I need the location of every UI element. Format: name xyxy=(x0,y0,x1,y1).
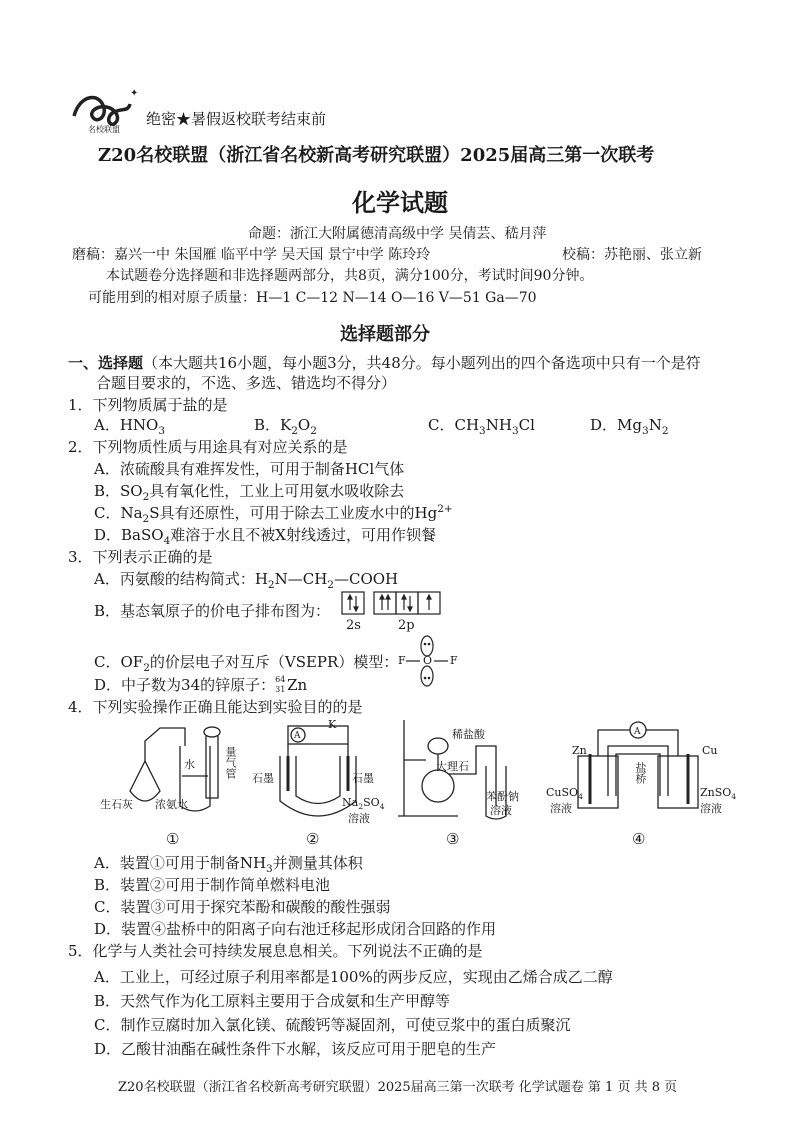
apparatus-3 xyxy=(398,716,528,846)
orbital-diagram xyxy=(340,590,448,638)
q5-option-d: D．乙酸甘油酯在碱性条件下水解，该反应可用于肥皂的生产 xyxy=(94,1040,497,1058)
intro-line-1: 本试题卷分选择题和非选择题两部分，共8页，满分100分，考试时间90分钟。 xyxy=(106,268,594,284)
q5-option-c: C．制作豆腐时加入氯化镁、硫酸钙等凝固剂，可使豆浆中的蛋白质聚沉 xyxy=(94,1016,571,1034)
fig1-label-lime: 生石灰 xyxy=(100,798,133,811)
fig-number-2: ② xyxy=(306,830,320,848)
q2-stem: 2．下列物质性质与用途具有对应关系的是 xyxy=(68,438,348,456)
fig2-label-switch: K xyxy=(328,718,337,731)
fig3-label-marble: 大理石 xyxy=(436,760,469,773)
q1-option-d: D．$Mg_3N_2$ xyxy=(590,416,669,437)
fig-number-3: ③ xyxy=(446,830,460,848)
q5-stem: 5．化学与人类社会可持续发展息息相关。下列说法不正确的是 xyxy=(68,942,483,960)
q4-option-c: C．装置③可用于探究苯酚和碳酸的酸性强弱 xyxy=(94,898,391,916)
exam-title: Z20名校联盟（浙江省名校新高考研究联盟）2025届高三第一次联考 xyxy=(98,145,655,166)
part1-heading: 一、选择题 xyxy=(68,354,144,372)
fig4-label-cuso4: CuSO$_4$ xyxy=(546,786,583,802)
subject-title: 化学试题 xyxy=(352,188,448,217)
vsepr-o-center: O xyxy=(423,654,433,667)
q2-option-d: D．BaSO$_4$难溶于水且不被X射线透过，可用作钡餐 xyxy=(94,526,436,547)
q2-option-c: C．$Na_2S$具有还原性，可用于除去工业废水中的$Hg^{2+}$ xyxy=(94,503,453,525)
fig4-label-solution-right: 溶液 xyxy=(700,802,722,815)
secret-note: 绝密★暑假返校联考结束前 xyxy=(146,110,327,128)
q1-option-b: B．$K_2O_2$ xyxy=(254,416,317,437)
apparatus-4 xyxy=(546,716,737,848)
q5-option-b: B．天然气作为化工原料主要用于合成氨和生产甲醇等 xyxy=(94,992,451,1010)
fig3-label-solution: 溶液 xyxy=(490,804,512,817)
reviewers-line: 磨稿：嘉兴一中 朱国雁 临平中学 吴天国 景宁中学 陈玲玲 xyxy=(72,247,431,263)
fig2-label-graphite-right: 石墨 xyxy=(352,772,374,785)
orbital-boxes-icon xyxy=(340,590,448,616)
part1-instruction-text: （本大题共16小题，每小题3分，共48分。每小题列出的四个备选项中只有一个是符 xyxy=(143,354,701,372)
q4-stem: 4．下列实验操作正确且能达到实验目的的是 xyxy=(68,698,363,716)
apparatus-1 xyxy=(100,716,250,846)
fig-number-4: ④ xyxy=(632,830,646,848)
fig2-label-graphite-left: 石墨 xyxy=(252,772,274,785)
fig-number-1: ① xyxy=(166,830,180,848)
vsepr-f-right: F xyxy=(450,654,458,667)
fig2-label-na2so4: $Na_2SO_4$ xyxy=(342,796,385,812)
setters-line: 命题：浙江大附属德清高级中学 吴倩芸、嵇月萍 xyxy=(248,226,547,242)
apparatus-2 xyxy=(252,716,385,848)
fig4-label-solution-left: 溶液 xyxy=(550,802,572,815)
q3-option-d: D．中子数为34的锌原子： 64 31 Zn xyxy=(94,675,308,694)
q1-option-a: A．$HNO_3$ xyxy=(94,416,166,437)
fig4-label-zn: Zn xyxy=(572,744,587,757)
svg-text:✦: ✦ xyxy=(130,88,139,99)
q3-option-b: B．基态氧原子的价电子排布图为： xyxy=(94,602,331,620)
q1-stem: 1．下列物质属于盐的是 xyxy=(68,396,228,414)
fig4-label-znso4: ZnSO$_4$ xyxy=(700,786,737,802)
zn-symbol: Zn xyxy=(287,676,308,694)
orbital-label-2p: 2p xyxy=(398,618,415,633)
part1-instruction-1 xyxy=(68,352,701,373)
fig3-label-phenoxide: 苯酚钠 xyxy=(486,790,519,803)
zn-mass-number: 64 xyxy=(275,675,286,684)
q3-option-a: A．丙氨酸的结构简式：$H_2N—CH_2—COOH$ xyxy=(94,570,399,591)
q4-option-b: B．装置②可用于制作简单燃料电池 xyxy=(94,876,331,894)
svg-text:A: A xyxy=(294,731,301,741)
q5-option-a: A．工业上，可经过原子利用率都是100%的两步反应，实现由乙烯合成乙二醇 xyxy=(94,968,613,986)
zn-atomic-number: 31 xyxy=(275,685,286,694)
fig2-label-solution: 溶液 xyxy=(348,812,370,825)
fig1-label-burette: 量气管 xyxy=(224,746,237,779)
page-footer: Z20名校联盟（浙江省名校新高考研究联盟）2025届高三第一次联考 化学试题卷 第 1 页 共 8 页 xyxy=(118,1080,678,1095)
q4-option-a: A．装置①可用于制备$NH_3$并测量其体积 xyxy=(94,854,363,875)
part1-instruction-2: 合题目要求的，不选、多选、错选均不得分） xyxy=(96,374,397,392)
intro-line-2: 可能用到的相对原子质量：H—1 C—12 N—14 O—16 V—51 Ga—70 xyxy=(88,290,537,306)
q1-option-c: C．$CH_3NH_3Cl$ xyxy=(428,416,535,437)
fig1-label-ammonia: 浓氨水 xyxy=(155,798,188,811)
svg-text:A: A xyxy=(634,727,641,737)
orbital-label-2s: 2s xyxy=(346,618,361,633)
fig1-label-water: 水 xyxy=(184,758,195,771)
logo-text: 名校联盟 xyxy=(88,125,120,134)
section-title: 选择题部分 xyxy=(340,324,430,345)
proofreaders-line: 校稿：苏艳丽、张立新 xyxy=(562,247,702,263)
vsepr-f-left: F xyxy=(398,654,406,667)
q2-option-a: A．浓硫酸具有难挥发性，可用于制备HCl气体 xyxy=(94,460,405,478)
fig4-label-saltbridge: 盐桥 xyxy=(634,762,647,784)
q4-option-d: D．装置④盐桥中的阳离子向右池迁移起形成闭合回路的作用 xyxy=(94,920,497,938)
fig3-label-hcl: 稀盐酸 xyxy=(452,728,485,741)
q3-option-c: C．$OF_2$的价层电子对互斥（VSEPR）模型： xyxy=(94,653,399,674)
alliance-logo xyxy=(70,86,140,138)
q3-stem: 3．下列表示正确的是 xyxy=(68,548,213,566)
q2-option-b: B．$SO_2$具有氧化性，工业上可用氨水吸收除去 xyxy=(94,482,405,503)
vsepr-model xyxy=(398,634,460,688)
fig4-label-cu: Cu xyxy=(702,744,718,757)
